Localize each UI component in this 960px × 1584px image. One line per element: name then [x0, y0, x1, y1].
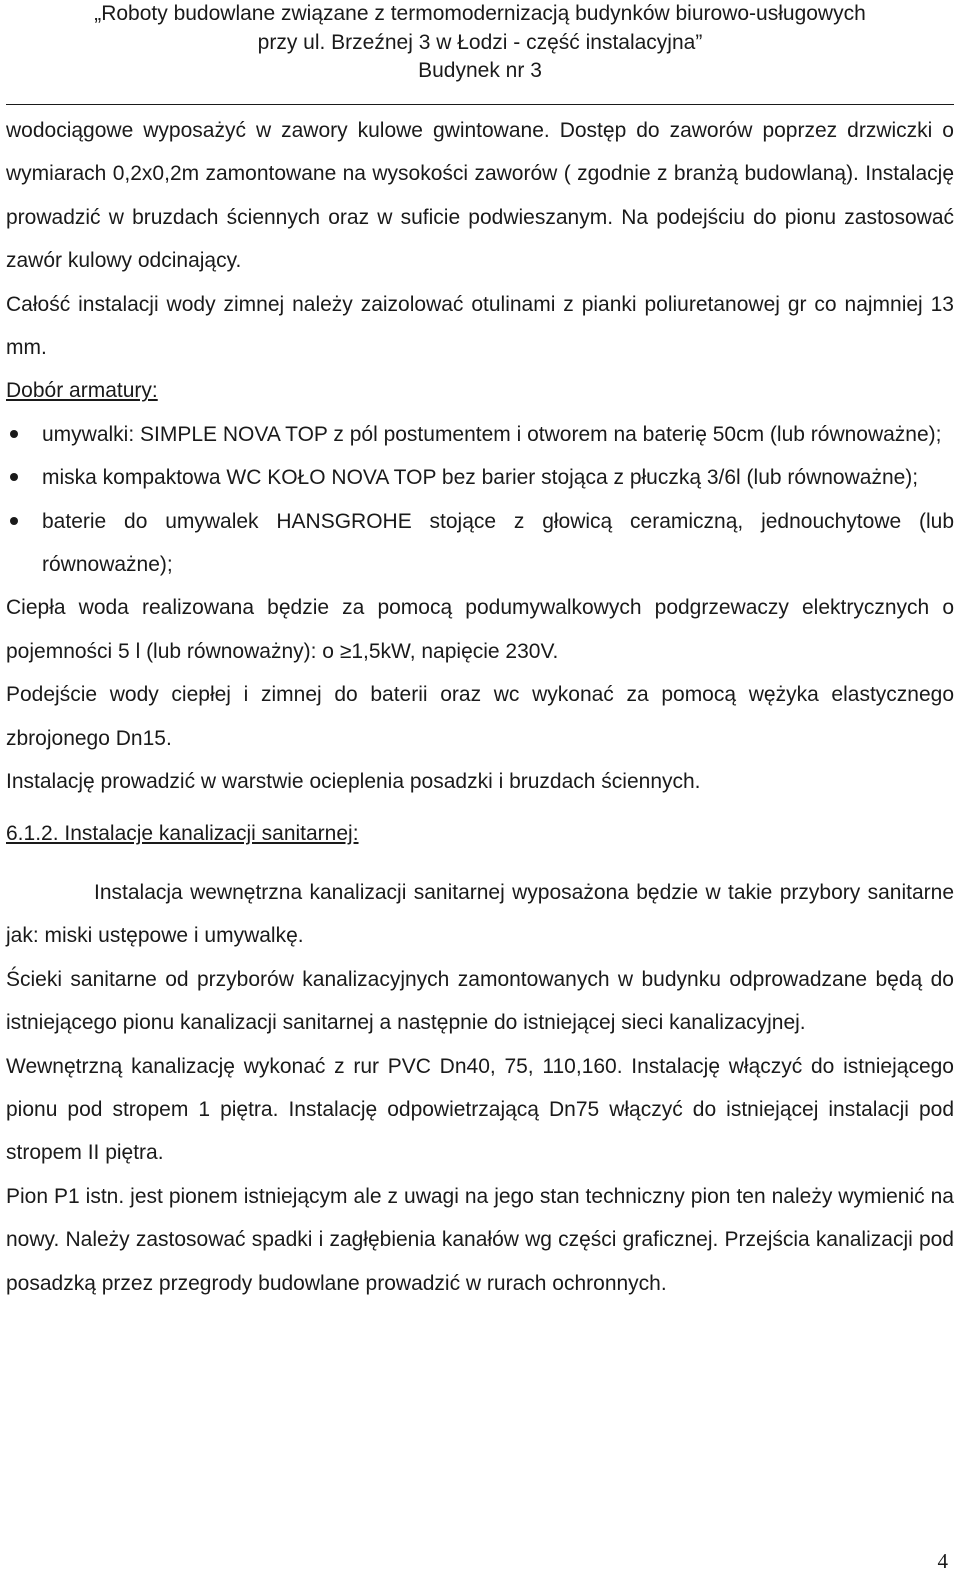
list-item	[6, 500, 954, 587]
section-heading	[6, 812, 954, 855]
list-item-text: miska kompaktowa WC KOŁO NOVA TOP bez barier stojąca z płuczką 3/6l (lub równoważne);	[42, 466, 919, 490]
header-title-line3: Budynek nr 3	[418, 59, 542, 82]
list-item	[6, 413, 954, 456]
paragraph-sewage-intro: Instalacja wewnętrzna kanalizacji sanitarnej wyposażona będzie w takie przybory sanitarne jak: miski ustępowe i umywalkę.	[6, 880, 954, 948]
paragraph-sewage-drain: Ścieki sanitarne od przyborów kanalizacyjnych zamontowanych w budynku odprowadzane będą do istniejącego pionu kanalizacji sanitarnej a następnie do istniejącej sieci kanalizacyjnej.	[6, 967, 954, 1035]
bullet-icon	[10, 517, 18, 525]
armatura-list	[6, 413, 954, 587]
paragraph-water-valves: wodociągowe wyposażyć w zawory kulowe gwintowane. Dostęp do zaworów poprzez drzwiczki o wymiarach 0,2x0,2m zamontowane na wysokości zaworów ( zgodnie z branżą budowlaną). Instalację prowadzić w bruzdach ściennych oraz w suficie podwieszanym. Na podejściu do pionu zastosować zawór kulowy odcinający.	[6, 119, 954, 273]
header-divider	[6, 104, 954, 105]
document-body	[6, 109, 954, 1305]
list-item-text: umywalki: SIMPLE NOVA TOP z pól postumentem i otworem na baterię 50cm (lub równoważne);	[42, 422, 942, 446]
page-number: 4	[937, 1549, 948, 1573]
page-header	[6, 0, 954, 86]
header-title-line1: „Roboty budowlane związane z termomodernizacją budynków biurowo-usługowych	[94, 2, 866, 25]
header-title-line2: przy ul. Brzeźnej 3 w Łodzi - część instalacyjna”	[257, 30, 703, 54]
paragraph-hot-water: Ciepła woda realizowana będzie za pomocą podumywalkowych podgrzewaczy elektrycznych o pojemności 5 l (lub równoważny): o ≥1,5kW, napięcie 230V.	[6, 596, 954, 663]
list-item-text: baterie do umywalek HANSGROHE stojące z głowicą ceramiczną, jednouchytowe (lub równoważne);	[42, 509, 954, 577]
list-item	[6, 456, 954, 499]
bullet-icon	[10, 430, 18, 438]
paragraph-connection: Podejście wody ciepłej i zimnej do baterii oraz wc wykonać za pomocą wężyka elastycznego zbrojonego Dn15.	[6, 683, 954, 750]
armatura-heading-text: Dobór armatury:	[6, 379, 158, 403]
section-heading-text: 6.1.2. Instalacje kanalizacji sanitarnej:	[6, 821, 359, 845]
paragraph-pvc-pipes: Wewnętrzną kanalizację wykonać z rur PVC Dn40, 75, 110,160. Instalację włączyć do istniejącego pionu pod stropem 1 piętra. Instalację odpowietrzającą Dn75 włączyć do istniejącej instalacji pod stropem II piętra.	[6, 1054, 954, 1165]
armatura-heading	[6, 369, 954, 412]
paragraph-routing: Instalację prowadzić w warstwie ocieplenia posadzki i bruzdach ściennych.	[6, 770, 701, 794]
paragraph-insulation: Całość instalacji wody zimnej należy zaizolować otulinami z pianki poliuretanowej gr co najmniej 13 mm.	[6, 292, 954, 360]
paragraph-riser-p1: Pion P1 istn. jest pionem istniejącym ale z uwagi na jego stan techniczny pion ten należy wymienić na nowy. Należy zastosować spadki i zagłębienia kanałów wg części graficznej. Przejścia kanalizacji pod posadzką przez przegrody budowlane prowadzić w rurach ochronnych.	[6, 1184, 954, 1295]
bullet-icon	[10, 473, 18, 481]
